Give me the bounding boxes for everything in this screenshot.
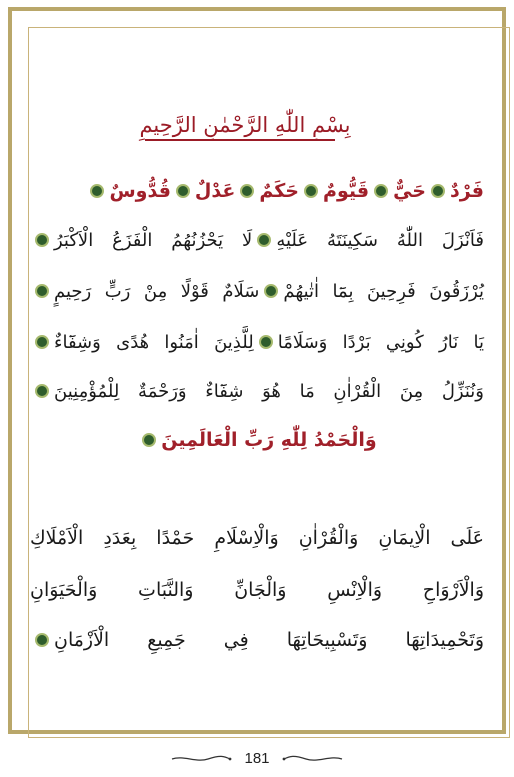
text-segment: لِلَّذِينَ اٰمَنُوا هُدًى وَشِفَٓاءٌ: [54, 332, 254, 353]
text-segment: حَكَمٌ: [259, 180, 300, 202]
rosette-icon: [259, 335, 273, 349]
prayer-line: [30, 521, 484, 555]
text-segment: يَا نَارُ كُونِي بَرْدًا وَسَلَامًا: [277, 332, 485, 353]
text-segment: سَلَامٌ قَوْلًا مِنْ رَبٍّ رَحِيمٍ: [54, 281, 260, 302]
text-segment: فَاَنْزَلَ اللّٰهُ سَكِينَتَهُ عَلَيْهِ: [276, 230, 484, 251]
text-segment: يُرْزَقُونَ فَرِحِينَ بِمَٓا اٰتٰيهُمْ: [283, 281, 485, 302]
prayer-line: [30, 623, 484, 657]
text-segment: وَالْاَرْوَاحِ وَالْاِنْسِ وَالْجَانِّ وَالنَّبَاتِ وَالْحَيَوَانِ: [30, 579, 484, 601]
text-segment: حَيٌّ: [393, 180, 426, 202]
prayer-line: [30, 573, 484, 607]
rosette-icon: [142, 433, 156, 447]
rosette-icon: [35, 233, 49, 247]
text-segment: عَلَى الْاِيمَانِ وَالْقُرْاٰنِ وَالْاِسْلَامِ حَمْدًا بِعَدَدِ الْاَمْلَاكِ: [30, 527, 484, 549]
rosette-icon: [374, 184, 388, 198]
rosette-icon: [35, 335, 49, 349]
rosette-icon: [35, 284, 49, 298]
rosette-icon: [264, 284, 278, 298]
verse-line: [30, 226, 484, 256]
rosette-icon: [431, 184, 445, 198]
rosette-icon: [35, 633, 49, 647]
rosette-icon: [35, 384, 49, 398]
flourish-icon: [170, 754, 232, 764]
basmala-heading: بِسْمِ اللّٰهِ الرَّحْمٰنِ الرَّحِيمِ: [139, 113, 351, 137]
rosette-icon: [257, 233, 271, 247]
verse-line: [30, 377, 484, 407]
verse-line: [30, 277, 484, 307]
text-segment: لَا يَحْزُنُهُمُ الْفَزَعُ الْاَكْبَرُ: [54, 230, 253, 251]
text-segment: وَنُنَزِّلُ مِنَ الْقُرْاٰنِ مَا هُوَ شِفَٓاءٌ وَرَحْمَةٌ لِلْمُؤْمِنِينَ: [54, 381, 484, 402]
text-segment: فَرْدٌ: [449, 180, 484, 202]
text-segment: وَتَحْمِيدَاتِهَا وَتَسْبِيحَاتِهَا فِي جَمِيعِ الْاَزْمَانِ: [54, 629, 484, 651]
verse-line: [30, 328, 484, 358]
text-segment: وَالْحَمْدُ لِلّٰهِ رَبِّ الْعَالَمِينَ: [161, 429, 377, 451]
rosette-icon: [304, 184, 318, 198]
basmala-underline: [145, 139, 335, 141]
rosette-icon: [90, 184, 104, 198]
page-number: 181: [244, 750, 270, 767]
page-footer: [0, 750, 514, 772]
text-segment: قُدُّوسٌ: [109, 180, 171, 202]
hamd-line: [30, 425, 484, 455]
rosette-icon: [240, 184, 254, 198]
names-line: [30, 176, 484, 206]
flourish-icon: [282, 754, 344, 764]
rosette-icon: [176, 184, 190, 198]
text-segment: عَدْلٌ: [194, 180, 236, 202]
text-segment: قَيُّومٌ: [323, 180, 370, 202]
